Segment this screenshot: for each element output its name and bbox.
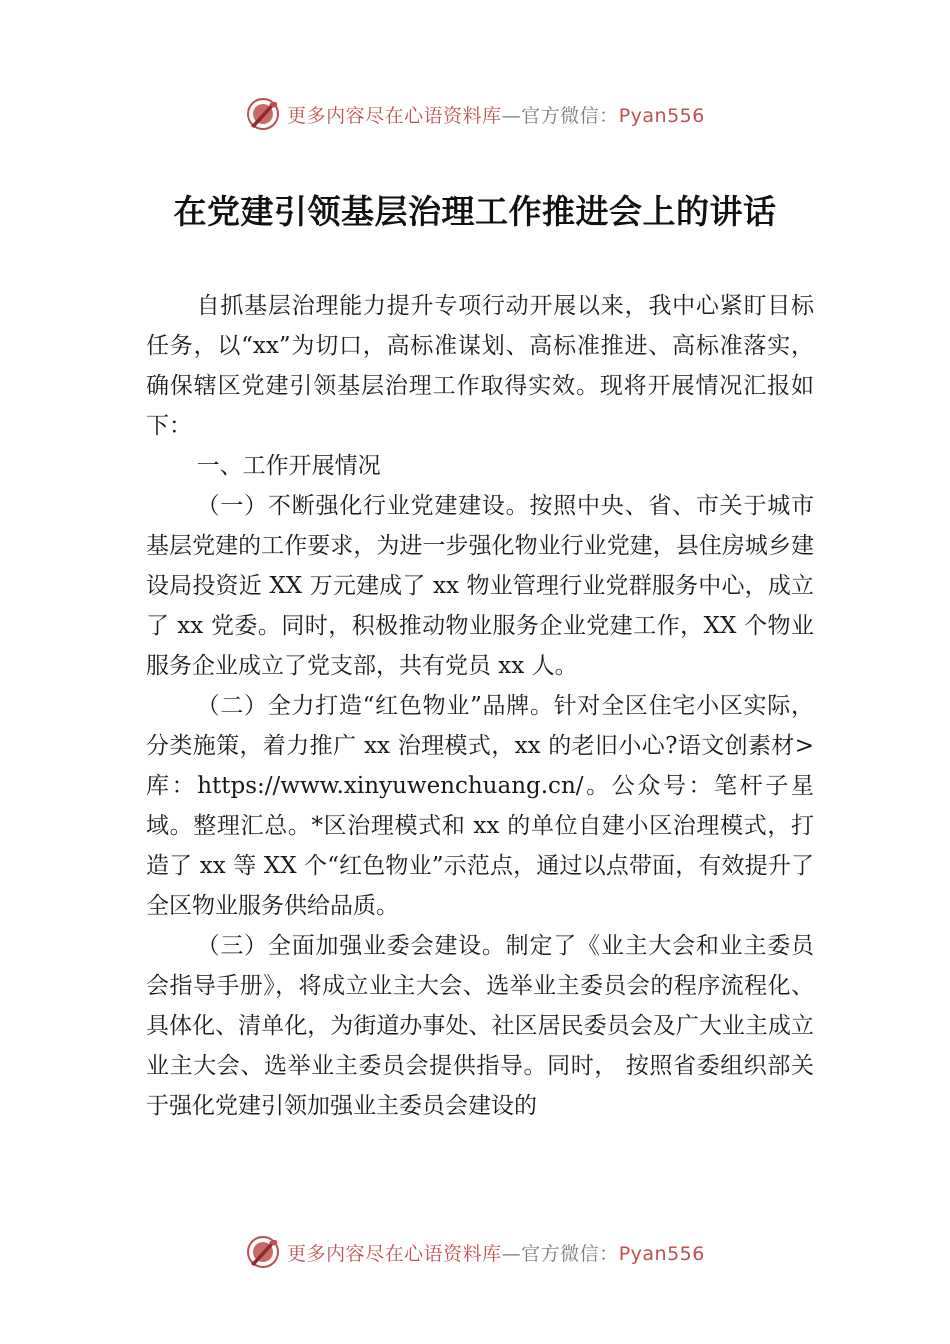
watermark-site: 更多内容尽在心语资料库 <box>287 1242 502 1265</box>
paragraph-item-3: （三）全面加强业委会建设。制定了《业主大会和业主委员会指导手册》，将成立业主大会、选举业主委员会的程序流程化、具体化、清单化，为街道办事处、社区居民委员会及广大业主成立业主大会、选举业主委员会提供指导。同时， 按照省委组织部关于强化党建引领加强业主委员会建设的 <box>146 933 814 1119</box>
header-watermark <box>0 94 950 134</box>
watermark-site: 更多内容尽在心语资料库 <box>287 104 502 127</box>
section-heading: 一、工作开展情况 <box>196 453 381 479</box>
watermark-dash: — <box>501 104 522 127</box>
watermark-label: 官方微信： <box>521 104 619 127</box>
quill-circle-icon <box>245 96 281 132</box>
paragraph-item-2: （二）全力打造“红色物业”品牌。针对全区住宅小区实际，分类施策，着力推广 xx 治理模式，xx 的老旧小心?语文创素材>库：https://www.xinyuwenchuang.cn/。公众号：笔杆子星域。整理汇总。*区治理模式和 xx 的单位自建小区治理模式，打造了 xx 等 XX 个“红色物业”示范点，通过以点带面，有效提升了全区物业服务供给品质。 <box>146 693 814 919</box>
watermark-wechat-id: Pyan556 <box>618 1242 705 1265</box>
watermark-dash: — <box>501 1242 522 1265</box>
document-title: 在党建引领基层治理工作推进会上的讲话 <box>173 192 777 231</box>
paragraph-item-1: （一）不断强化行业党建建设。按照中央、省、市关于城市基层党建的工作要求，为进一步强化物业行业党建，县住房城乡建设局投资近 XX 万元建成了 xx 物业管理行业党群服务中心，成立了 xx 党委。同时，积极推动物业服务企业党建工作，XX 个物业服务企业成立了党支部，共有党员 xx 人。 <box>146 493 814 679</box>
quill-circle-icon <box>245 1234 281 1270</box>
watermark-text <box>287 101 705 128</box>
watermark-wechat-id: Pyan556 <box>618 104 705 127</box>
document-body <box>146 286 814 1126</box>
footer-watermark <box>0 1232 950 1272</box>
watermark-text <box>287 1239 705 1266</box>
watermark-label: 官方微信： <box>521 1242 619 1265</box>
paragraph-intro: 自抓基层治理能力提升专项行动开展以来，我中心紧盯目标任务，以“xx”为切口，高标准谋划、高标准推进、高标准落实，确保辖区党建引领基层治理工作取得实效。现将开展情况汇报如下： <box>146 293 814 439</box>
